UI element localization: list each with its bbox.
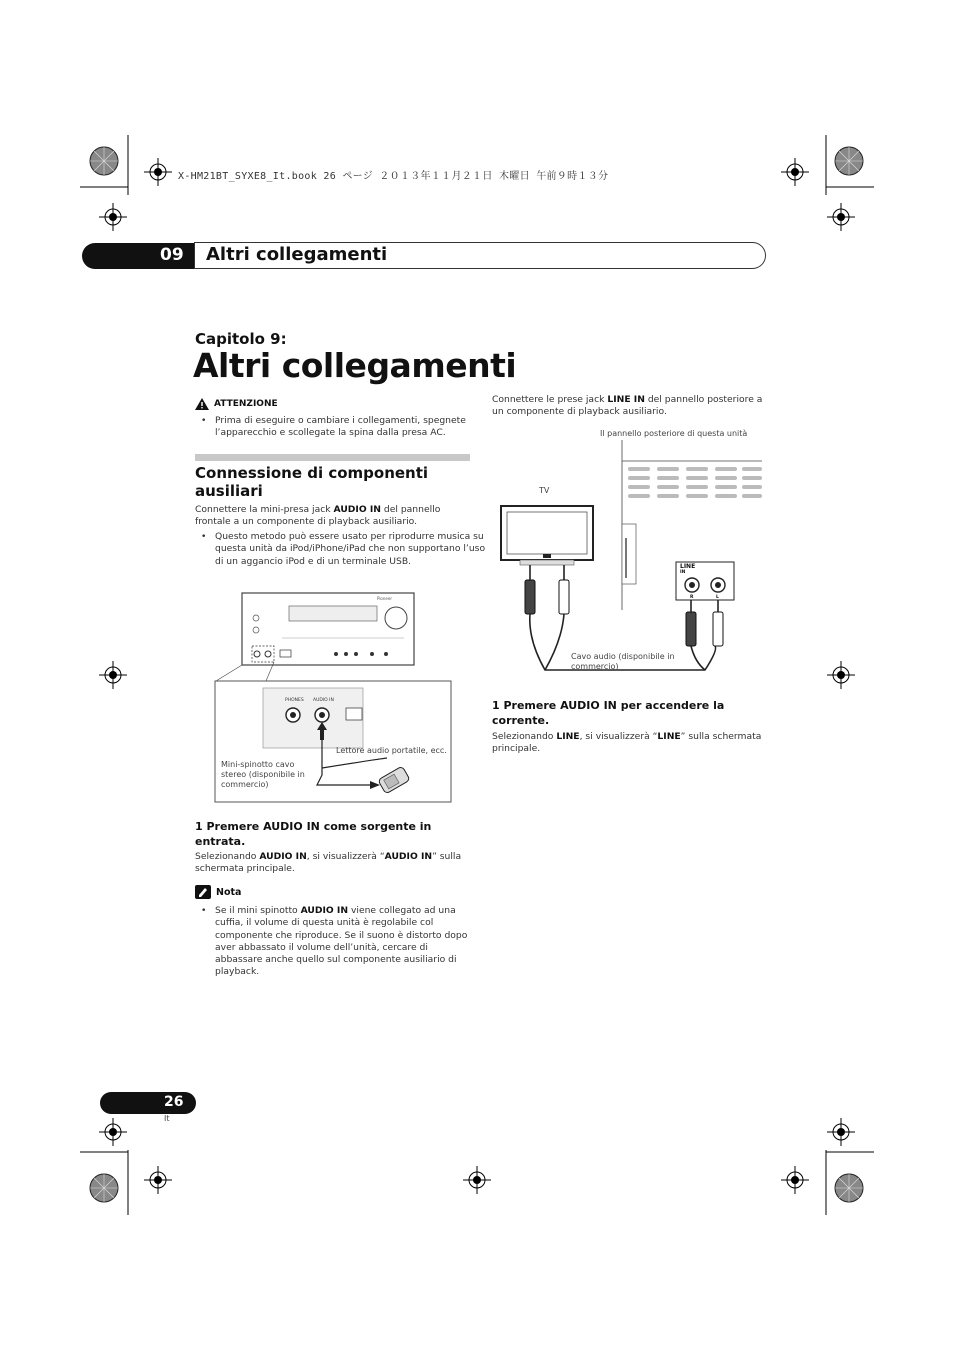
- audio-cable-label: Cavo audio (disponibile in commercio): [571, 652, 675, 671]
- section-bullet: • Questo metodo può essere usato per riprodurre musica su questa unità da iPod/iPhone/iPad che non supportano l’uso di un aggancio iPod e di un terminale USB.: [195, 531, 490, 568]
- right-intro: Connettere le prese jack LINE IN del pannello posteriore a un componente di playback ausiliario.: [492, 394, 763, 418]
- note-text: • Se il mini spinotto AUDIO IN viene collegato ad una cuffia, il volume di questa unità è regolabile col componente che riproduce. Se il suono è distorto dopo aver abbassato il volume dell’unità, cercare di abbassare anche quello sul componente ausiliario di playback.: [195, 905, 470, 979]
- caution-text: • Prima di eseguire o cambiare i collegamenti, spegnete l’apparecchio e scollegate la spina dalla presa AC.: [195, 415, 470, 440]
- caution-title: ATTENZIONE: [214, 399, 278, 409]
- phones-label: PHONES: [285, 698, 304, 703]
- language-code: It: [164, 1114, 170, 1123]
- section-intro: Connettere la mini-presa jack AUDIO IN del pannello frontale a un componente di playback ausiliario.: [195, 504, 441, 528]
- line-label: LINE: [680, 563, 696, 570]
- step-left-desc: Selezionando AUDIO IN, si visualizzerà “AUDIO IN” sulla schermata principale.: [195, 851, 462, 875]
- book-header-line: X-HM21BT_SYXE8_It.book 26 ページ ２０１３年１１月２１日 木曜日 午前９時１３分: [178, 171, 609, 182]
- audio-in-label: AUDIO IN: [313, 698, 334, 703]
- note-icon: [195, 885, 211, 899]
- step-left-title: 1 Premere AUDIO IN come sorgente in entrata.: [195, 820, 432, 848]
- note-title: Nota: [216, 886, 242, 898]
- page-title: Altri collegamenti: [193, 346, 517, 385]
- svg-text:Pioneer: Pioneer: [377, 596, 392, 601]
- chapter-bar-title: Altri collegamenti: [206, 244, 388, 265]
- step-right-title: 1 Premere AUDIO IN per accendere la corrente.: [492, 699, 725, 727]
- tv-label: TV: [539, 486, 550, 495]
- section-bar: [195, 454, 470, 461]
- caution-block: [195, 398, 470, 440]
- portable-player-label: Lettore audio portatile, ecc.: [336, 746, 447, 755]
- step-right-desc: Selezionando LINE, si visualizzerà “LINE” sulla schermata principale.: [492, 731, 762, 755]
- chapter-label: Capitolo 9:: [195, 330, 287, 348]
- note-block: [195, 885, 470, 979]
- warning-icon: [195, 398, 209, 410]
- line-in-figure: [490, 440, 768, 685]
- l-label: L: [716, 595, 719, 600]
- rear-panel-label: Il pannello posteriore di questa unità: [600, 429, 748, 438]
- r-label: R: [690, 595, 694, 600]
- page-number: 26: [164, 1094, 184, 1110]
- mini-plug-label: Mini-spinotto cavo stereo (disponibile in commercio): [221, 760, 305, 789]
- chapter-number: 09: [160, 245, 184, 265]
- section-title: Connessione di componenti ausiliari: [195, 464, 429, 500]
- in-label: IN: [680, 570, 686, 575]
